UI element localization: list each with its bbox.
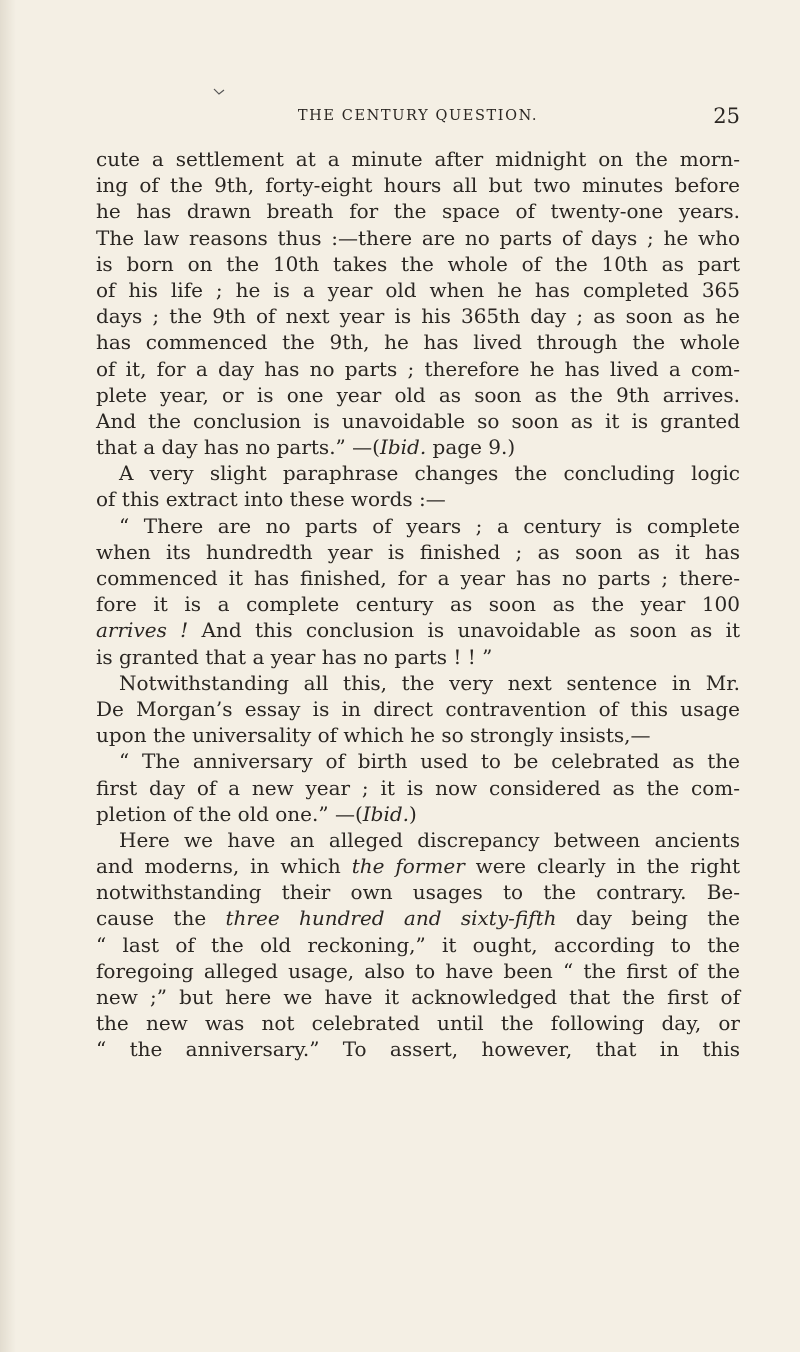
text-line: foregoing alleged usage, also to have been “ the first of the [96,958,740,983]
text-line: days ; the 9th of next year is his 365th day ; as soon as he [96,304,740,329]
text-run: page 9.) [426,435,516,460]
text-line: De Morgan’s essay is in direct contravention of this usage [96,696,740,721]
citation-ibid: Ibid. [362,801,410,826]
text-line: is granted that a year has no parts ! ! ” [96,644,493,669]
text-line: of this extract into these words :— [96,487,446,512]
text-run: pletion of the old one.” —( [96,801,363,826]
text-line: of it, for a day has no parts ; therefore he has lived a com- [96,356,740,381]
page-number: 25 [713,104,740,128]
running-title: THE CENTURY QUESTION. [297,108,539,124]
text-line [96,617,740,643]
text-line: when its hundredth year is finished ; as soon as it has [96,539,740,564]
text-line: “ The anniversary of birth used to be celebrated as the [119,749,740,774]
text-run: were clearly in the right [464,854,740,879]
text-line: The law reasons thus :—there are no parts of days ; he who [96,225,740,250]
text-run: and moderns, in which [96,854,352,879]
text-run: ) [409,801,417,826]
emphasis-arrives: arrives ! [96,618,189,643]
text-line: “ the anniversary.” To assert, however, that in this [96,1037,740,1062]
text-line: “ last of the old reckoning,” it ought, according to the [96,932,740,957]
emphasis-former: the former [351,854,465,879]
text-line: is born on the 10th takes the whole of the 10th as part [96,251,740,276]
text-line: of his life ; he is a year old when he has completed 365 [96,277,740,302]
text-line: he has drawn breath for the space of twenty-one years. [96,199,740,224]
text-line: A very slight paraphrase changes the concluding logic [119,461,740,486]
text-run: cause the [96,906,226,931]
text-line: notwithstanding their own usages to the contrary. Be- [96,880,740,905]
text-line: Notwithstanding all this, the very next sentence in Mr. [119,670,740,695]
caret-mark-icon [213,88,225,96]
text-run: day being the [556,906,740,931]
text-line: first day of a new year ; it is now considered as the com- [96,775,740,800]
emphasis-365th: three hundred and sixty-fifth [225,906,557,931]
text-line: fore it is a complete century as soon as the year 100 [96,592,740,617]
text-line: commenced it has finished, for a year has no parts ; there- [96,566,740,590]
running-header [96,104,740,131]
text-line: has commenced the 9th, he has lived through the whole [96,330,740,355]
text-line: ing of the 9th, forty-eight hours all but two minutes before [96,173,740,198]
body-text [96,146,740,1063]
text-line [96,853,740,879]
text-line: cute a settlement at a minute after midnight on the morn- [96,147,740,171]
page-binding-edge [0,0,16,1352]
text-line [96,434,740,460]
text-line: new ;” but here we have it acknowledged that the first of [96,985,740,1009]
text-run: that a day has no parts.” —( [96,435,380,460]
text-line: “ There are no parts of years ; a century is complete [119,513,740,538]
text-line [96,905,740,931]
text-line: the new was not celebrated until the following day, or [96,1011,740,1036]
text-line [96,801,740,827]
text-line: Here we have an alleged discrepancy between ancients [119,827,740,852]
text-line: plete year, or is one year old as soon as the 9th arrives. [96,382,740,407]
text-line: And the conclusion is unavoidable so soon as it is granted [96,408,740,433]
citation-ibid: Ibid. [379,435,427,460]
text-run: And this conclusion is unavoidable as soon as it [188,618,741,643]
text-line: upon the universality of which he so strongly insists,— [96,723,651,748]
